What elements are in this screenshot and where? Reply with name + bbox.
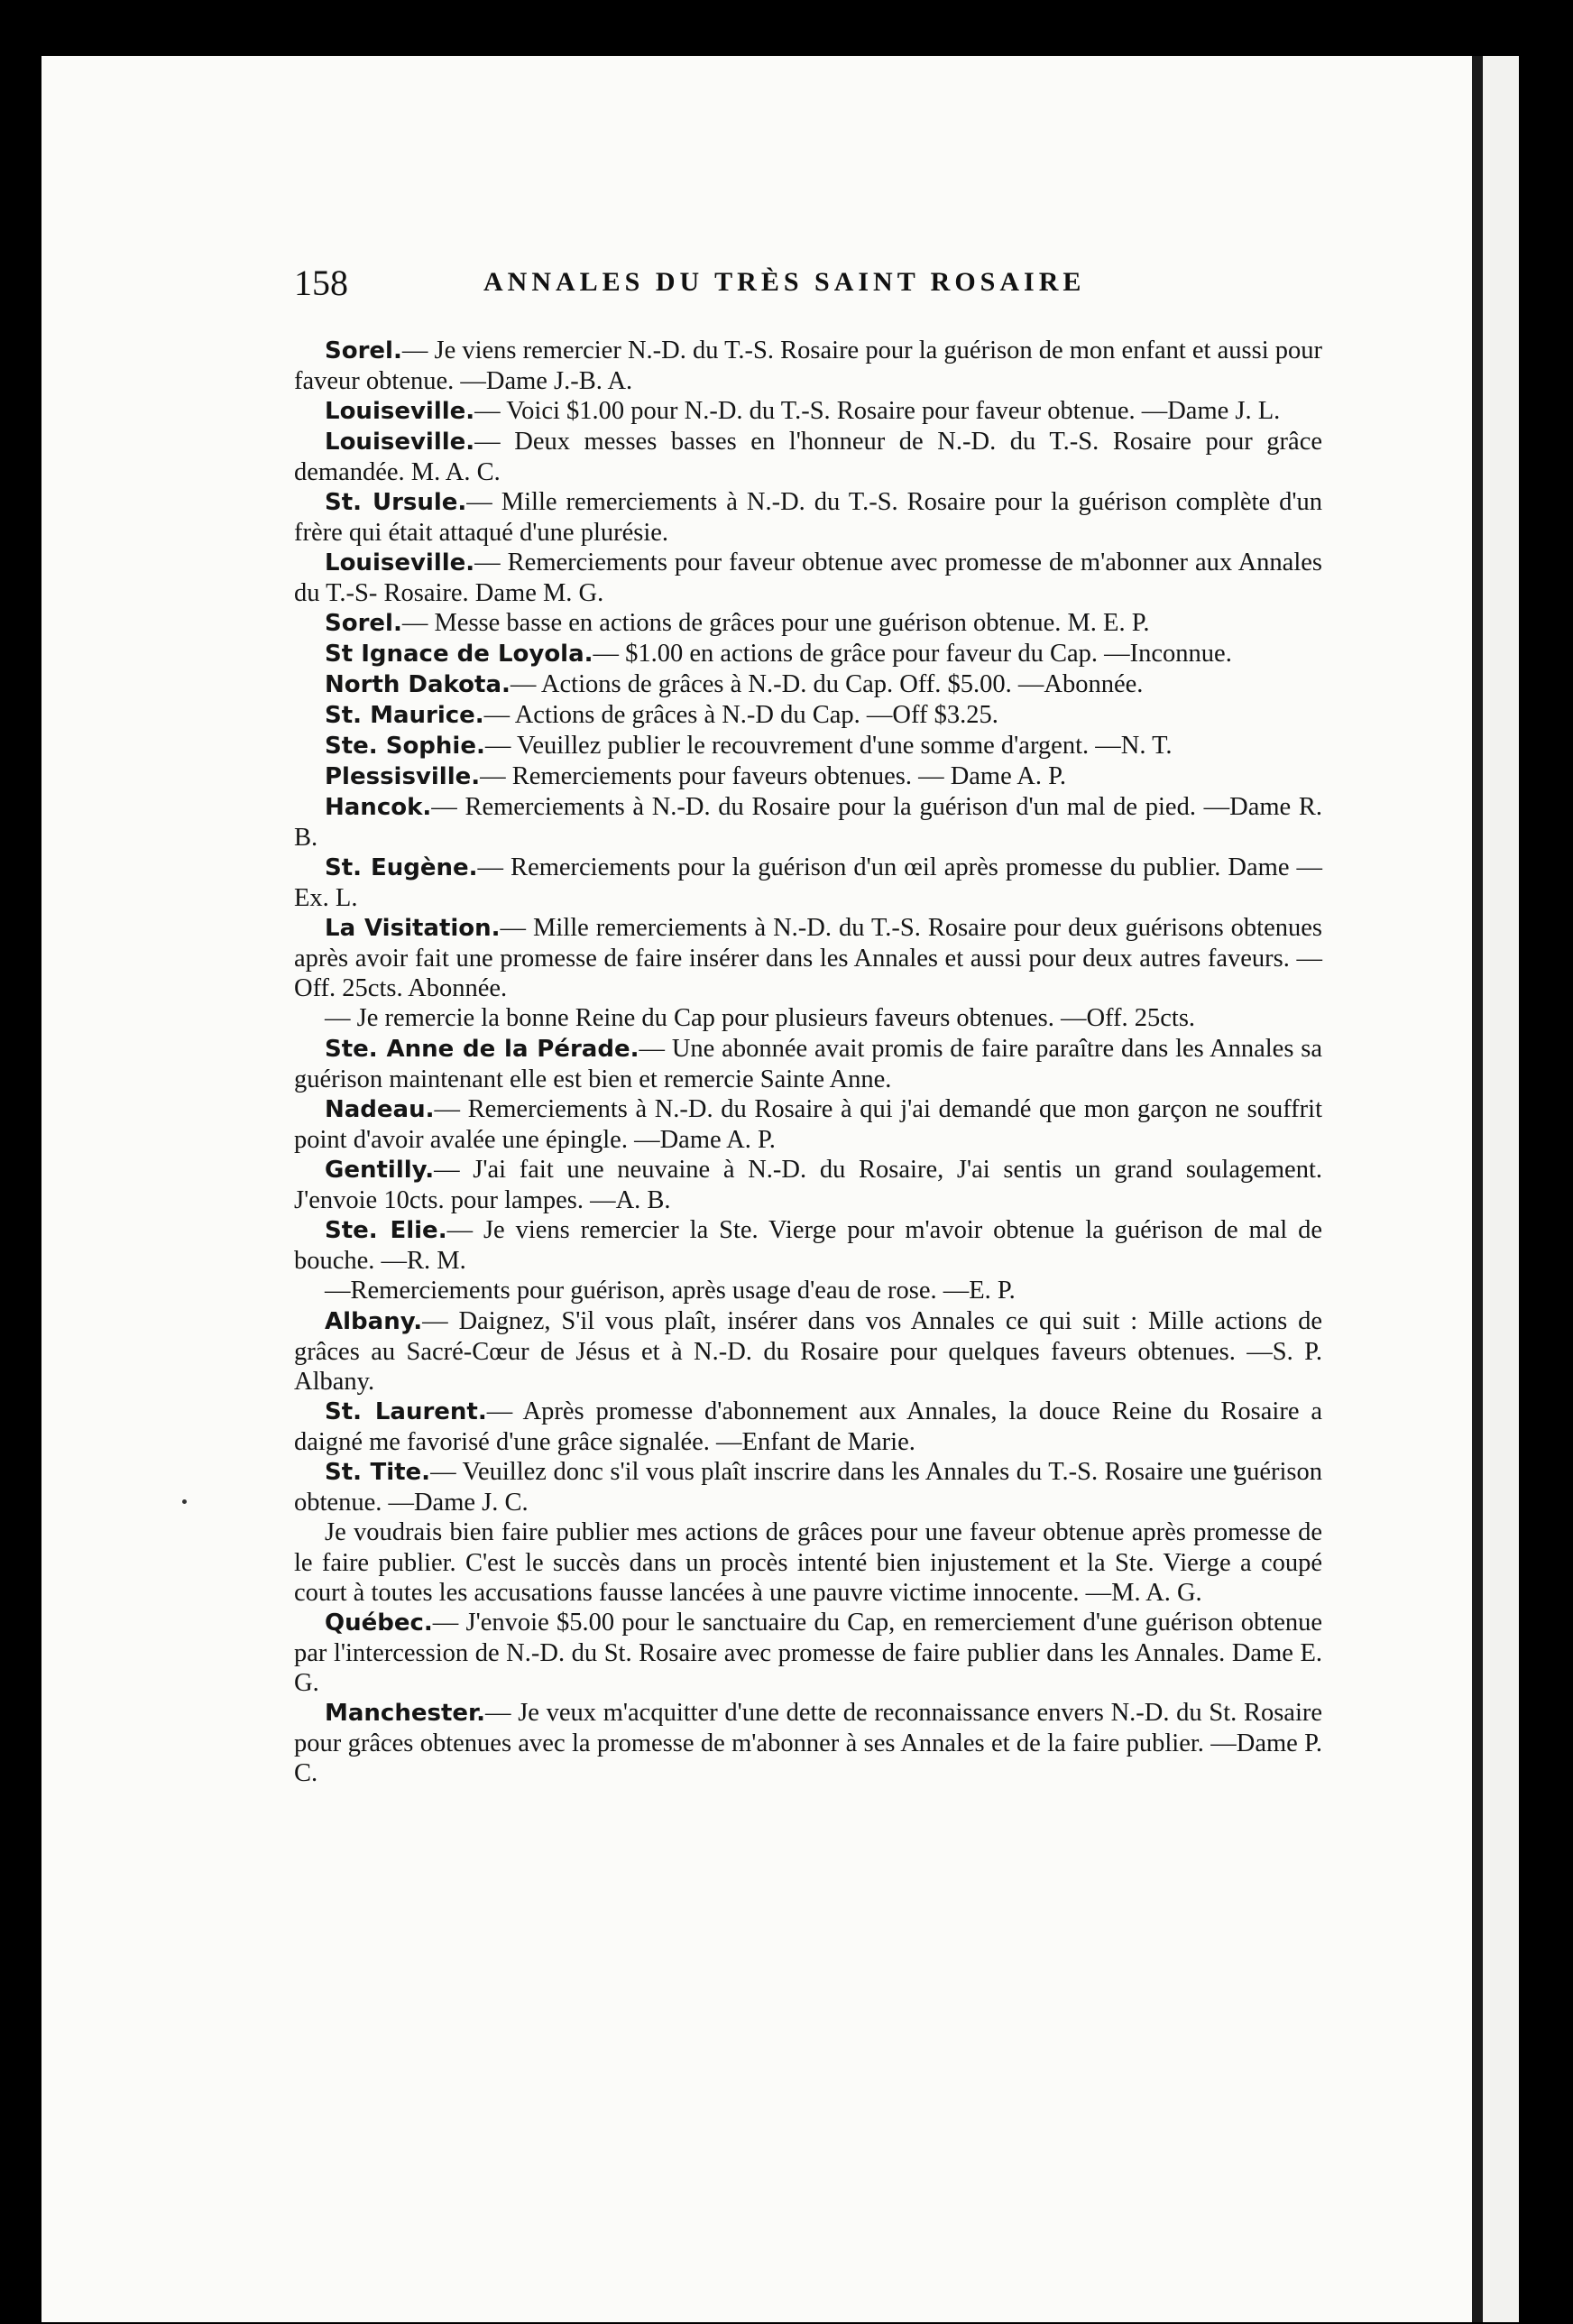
entry-text: — Mille remerciements à N.-D. du T.-S. Rosaire pour deux guérisons obtenues après avoir fait une promesse de faire insérer dans les Annales et aussi pour deux autres faveurs. —Off. 25cts. Abonnée. <box>294 914 1322 1002</box>
entry-place: Albany. <box>325 1308 423 1335</box>
entry-text: — Une abonnée avait promis de faire paraître dans les Annales sa guérison maintenant elle est bien et remercie Sainte Anne. <box>294 1035 1323 1093</box>
entry-paragraph <box>294 1698 1322 1788</box>
entry-paragraph <box>294 1517 1322 1608</box>
entry-text: — Veuillez donc s'il vous plaît inscrire dans les Annales du T.-S. Rosaire une guérison obtenue. —Dame J. C. <box>294 1458 1322 1517</box>
dust-speck <box>182 1499 187 1504</box>
entry-text: — Veuillez publier le recouvrement d'une somme d'argent. —N. T. <box>484 732 1173 760</box>
entry-text: — J'ai fait une neuvaine à N.-D. du Rosaire, J'ai sentis un grand soulagement. J'envoie 10cts. pour lampes. —A. B. <box>294 1156 1322 1214</box>
entry-place: Ste. Sophie. <box>325 733 485 760</box>
entry-paragraph <box>294 1003 1322 1034</box>
entry-text: — Mille remerciements à N.-D. du T.-S. Rosaire pour la guérison complète d'un frère qui était attaqué d'une plurésie. <box>294 488 1322 547</box>
entry-paragraph <box>294 336 1322 396</box>
entry-paragraph <box>294 669 1322 700</box>
entry-text: — Je viens remercier la Ste. Vierge pour m'avoir obtenue la guérison de mal de bouche. —R. M. <box>294 1216 1322 1275</box>
entry-paragraph <box>294 1276 1322 1306</box>
entry-place: Louiseville. <box>325 398 475 425</box>
entry-place: Nadeau. <box>325 1096 435 1123</box>
entry-text: — Je viens remercier N.-D. du T.-S. Rosaire pour la guérison de mon enfant et aussi pour faveur obtenue. —Dame J.-B. A. <box>294 337 1322 395</box>
entry-paragraph <box>294 1155 1322 1215</box>
entry-paragraph <box>294 1397 1322 1457</box>
entry-paragraph <box>294 1034 1322 1094</box>
entry-place: Manchester. <box>325 1700 486 1727</box>
entry-place: St. Maurice. <box>325 702 484 729</box>
entry-paragraph <box>294 396 1322 427</box>
entry-place: St. Laurent. <box>325 1398 487 1425</box>
entry-text: — J'envoie $5.00 pour le sanctuaire du Cap, en remerciement d'une guérison obtenue par l'intercession de N.-D. du St. Rosaire avec promesse de faire publier dans les Annales. Dame E. G. <box>294 1609 1322 1697</box>
entry-paragraph <box>294 761 1322 792</box>
entry-text: — Daignez, S'il vous plaît, insérer dans vos Annales ce qui suit : Mille actions de grâces au Sacré-Cœur de Jésus et à N.-D. du Rosaire pour quelques faveurs obtenues. —S. P. Albany. <box>294 1307 1322 1396</box>
entry-place: Gentilly. <box>325 1157 435 1184</box>
entry-place: St Ignace de Loyola. <box>325 641 593 668</box>
adjacent-page-edge <box>1483 56 1519 2322</box>
entry-place: Plessisville. <box>325 763 481 790</box>
entry-place: Québec. <box>325 1609 433 1637</box>
entry-place: La Visitation. <box>325 915 501 942</box>
entry-paragraph <box>294 1094 1322 1155</box>
running-title: ANNALES DU TRÈS SAINT ROSAIRE <box>483 267 1086 297</box>
entry-place: Ste. Anne de la Pérade. <box>325 1036 639 1063</box>
entry-place: St. Eugène. <box>325 854 478 881</box>
entry-text: — Remerciements pour faveur obtenue avec promesse de m'abonner aux Annales du T.-S- Rosaire. Dame M. G. <box>294 549 1322 607</box>
entry-text: — Remerciements pour la guérison d'un œil après promesse du publier. Dame —Ex. L. <box>294 853 1323 912</box>
entry-paragraph <box>294 700 1322 731</box>
entry-paragraph <box>294 427 1322 487</box>
entry-paragraph <box>294 1457 1322 1517</box>
entry-place: Sorel. <box>325 337 402 364</box>
entry-paragraph <box>294 639 1322 669</box>
page-gutter <box>1472 56 1483 2322</box>
entry-paragraph <box>294 731 1322 761</box>
page-number: 158 <box>294 263 348 303</box>
entry-text: — Après promesse d'abonnement aux Annales, la douce Reine du Rosaire a daigné me favorisé d'une grâce signalée. —Enfant de Marie. <box>294 1397 1322 1456</box>
entry-text: — Messe basse en actions de grâces pour une guérison obtenue. M. E. P. <box>401 609 1150 637</box>
entry-paragraph <box>294 913 1322 1003</box>
entry-text: — $1.00 en actions de grâce pour faveur du Cap. —Inconnue. <box>593 640 1232 668</box>
entry-text: — Remerciements pour faveurs obtenues. — Dame A. P. <box>480 762 1066 790</box>
entry-text: Je voudrais bien faire publier mes actions de grâces pour une faveur obtenue après promesse de le faire publier. C'est le succès dans un procès intenté bien injustement et la Ste. Vierge a coupé court à toutes les accusations fausse lancées à une pauvre victime innocente. —M. A. G. <box>294 1518 1322 1607</box>
entry-text: — Actions de grâces à N.-D du Cap. —Off $3.25. <box>483 701 998 729</box>
page-body <box>294 336 1322 1788</box>
entry-place: Sorel. <box>325 610 402 637</box>
entry-text: — Je remercie la bonne Reine du Cap pour plusieurs faveurs obtenues. —Off. 25cts. <box>325 1004 1196 1032</box>
entry-place: Louiseville. <box>325 429 475 456</box>
entry-paragraph <box>294 548 1322 608</box>
entry-place: North Dakota. <box>325 671 511 698</box>
entry-text: — Deux messes basses en l'honneur de N.-D. du T.-S. Rosaire pour grâce demandée. M. A. C. <box>294 428 1322 486</box>
entry-text: — Voici $1.00 pour N.-D. du T.-S. Rosaire pour faveur obtenue. —Dame J. L. <box>474 397 1281 425</box>
entry-paragraph <box>294 792 1322 853</box>
entry-paragraph <box>294 608 1322 639</box>
entry-text: —Remerciements pour guérison, après usage d'eau de rose. —E. P. <box>325 1277 1016 1305</box>
entry-place: Hancok. <box>325 794 432 821</box>
entry-text: — Actions de grâces à N.-D. du Cap. Off. $5.00. —Abonnée. <box>510 670 1144 698</box>
entry-place: Louiseville. <box>325 549 475 576</box>
entry-text: — Remerciements à N.-D. du Rosaire à qui j'ai demandé que mon garçon ne souffrit point d'avoir avalée une épingle. —Dame A. P. <box>294 1095 1322 1154</box>
entry-text: — Je veux m'acquitter d'une dette de reconnaissance envers N.-D. du St. Rosaire pour grâces obtenues avec la promesse de m'abonner à ses Annales et de la faire publier. —Dame P. C. <box>294 1699 1322 1787</box>
entry-place: Ste. Elie. <box>325 1217 447 1244</box>
entry-text: — Remerciements à N.-D. du Rosaire pour la guérison d'un mal de pied. —Dame R. B. <box>294 793 1322 852</box>
entry-paragraph <box>294 853 1322 913</box>
entry-paragraph <box>294 487 1322 548</box>
entry-paragraph <box>294 1608 1322 1698</box>
entry-paragraph <box>294 1215 1322 1276</box>
entry-place: St. Tite. <box>325 1459 431 1486</box>
entry-paragraph <box>294 1306 1322 1397</box>
running-header <box>294 262 1322 316</box>
entry-place: St. Ursule. <box>325 489 467 516</box>
